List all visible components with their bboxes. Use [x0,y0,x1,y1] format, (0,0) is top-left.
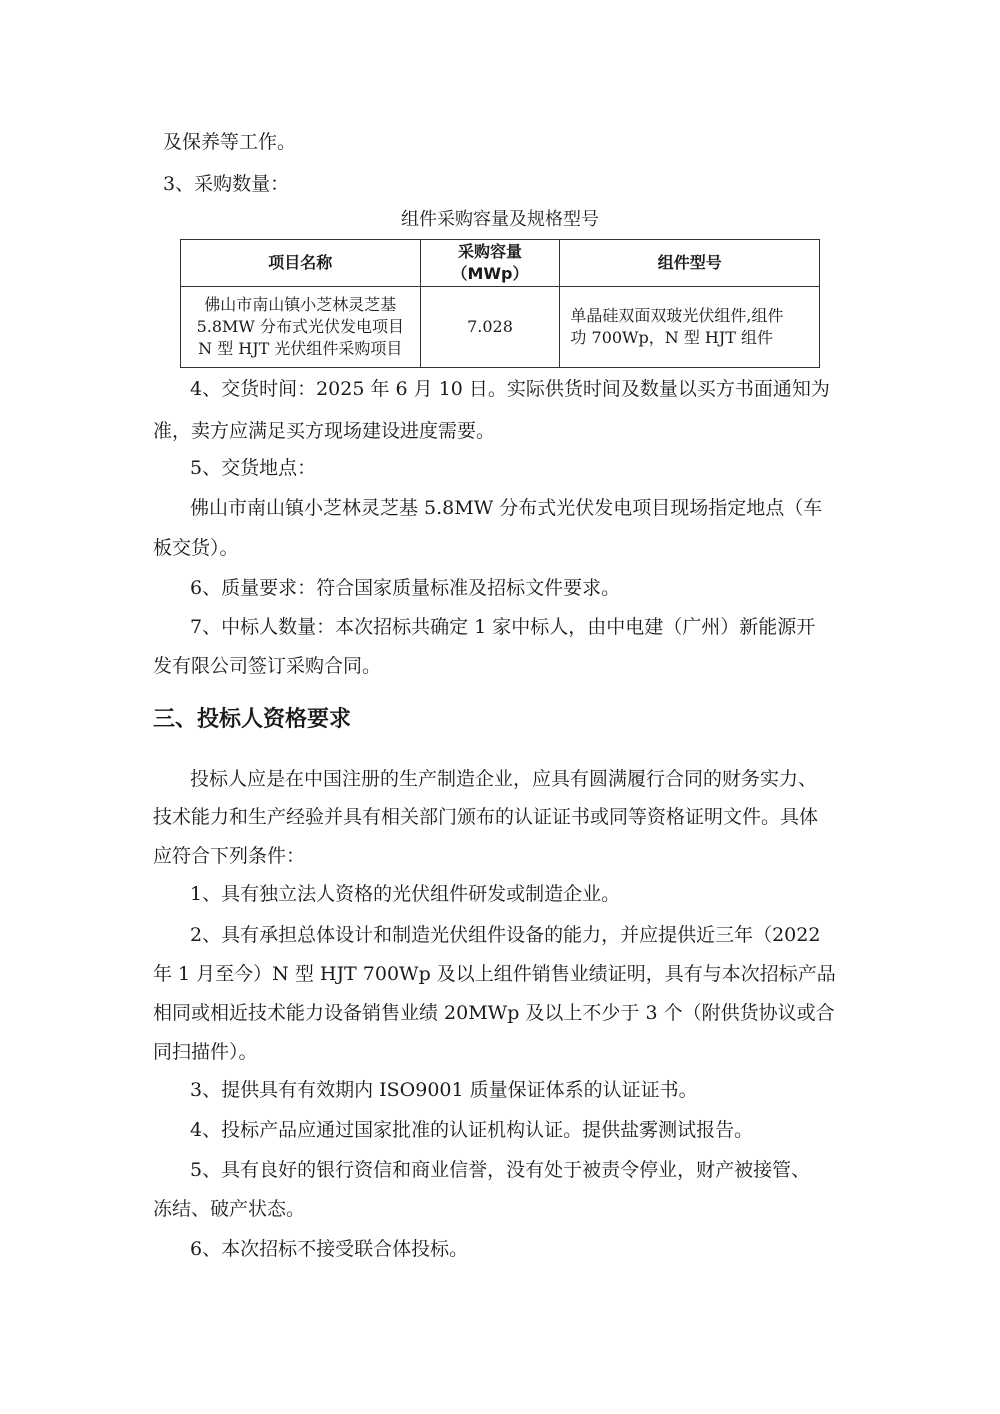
text-line: 应符合下列条件： [153,845,306,867]
text-line: 及保养等工作。 [163,131,297,153]
text-line: 板交货）。 [153,537,239,559]
text-line: 同扫描件）。 [153,1041,258,1063]
cell-model [560,287,820,368]
text-line: 准，卖方应满足买方现场建设进度需要。 [153,420,496,442]
text-line: 冻结、破产状态。 [153,1198,306,1220]
text-line: 3、采购数量： [163,173,290,195]
cell-project-name [181,287,421,368]
cell-line: N 型 HJT 光伏组件采购项目 [198,339,403,358]
header-project-name: 项目名称 [181,240,421,287]
text-line: 1、具有独立法人资格的光伏组件研发或制造企业。 [190,883,621,905]
cell-line: 5.8MW 分布式光伏发电项目 [196,317,404,336]
cell-line: 单晶硅双面双玻光伏组件,组件 [570,306,784,325]
text-line: 佛山市南山镇小芝林灵芝基 5.8MW 分布式光伏发电项目现场指定地点（车 [190,497,823,519]
table-header-row [181,240,820,287]
text-line: 3、提供具有有效期内 ISO9001 质量保证体系的认证证书。 [190,1079,698,1101]
text-line: 2、具有承担总体设计和制造光伏组件设备的能力，并应提供近三年（2022 [190,924,821,946]
header-capacity [420,240,560,287]
text-line: 6、本次招标不接受联合体投标。 [190,1238,469,1260]
table-row [181,287,820,368]
text-line: 7、中标人数量：本次招标共确定 1 家中标人，由中电建（广州）新能源开 [190,616,816,638]
text-line: 4、投标产品应通过国家批准的认证机构认证。提供盐雾测试报告。 [190,1119,754,1141]
text-line: 发有限公司签订采购合同。 [153,655,382,677]
cell-line: 功 700Wp，N 型 HJT 组件 [570,328,774,347]
text-line: 相同或相近技术能力设备销售业绩 20MWp 及以上不少于 3 个（附供货协议或合 [153,1002,835,1024]
text-line: 6、质量要求：符合国家质量标准及招标文件要求。 [190,577,621,599]
section-heading: 三、投标人资格要求 [153,707,352,732]
header-capacity-line: 采购容量 [457,242,522,261]
text-line: 5、具有良好的银行资信和商业信誉，没有处于被责令停业，财产被接管、 [190,1159,811,1181]
spec-table [180,239,820,368]
cell-line: 佛山市南山镇小芝林灵芝基 [204,295,397,314]
text-line: 技术能力和生产经验并具有相关部门颁布的认证证书或同等资格证明文件。具体 [153,806,819,828]
header-capacity-unit: （MWp） [451,264,529,283]
text-line: 投标人应是在中国注册的生产制造企业，应具有圆满履行合同的财务实力、 [190,768,818,790]
text-line: 5、交货地点： [190,457,317,479]
cell-capacity: 7.028 [420,287,560,368]
text-line: 年 1 月至今）N 型 HJT 700Wp 及以上组件销售业绩证明，具有与本次招标产品 [153,963,836,985]
header-model: 组件型号 [560,240,820,287]
table-caption: 组件采购容量及规格型号 [401,209,599,230]
text-line: 4、交货时间：2025 年 6 月 10 日。实际供货时间及数量以买方书面通知为 [190,378,830,400]
